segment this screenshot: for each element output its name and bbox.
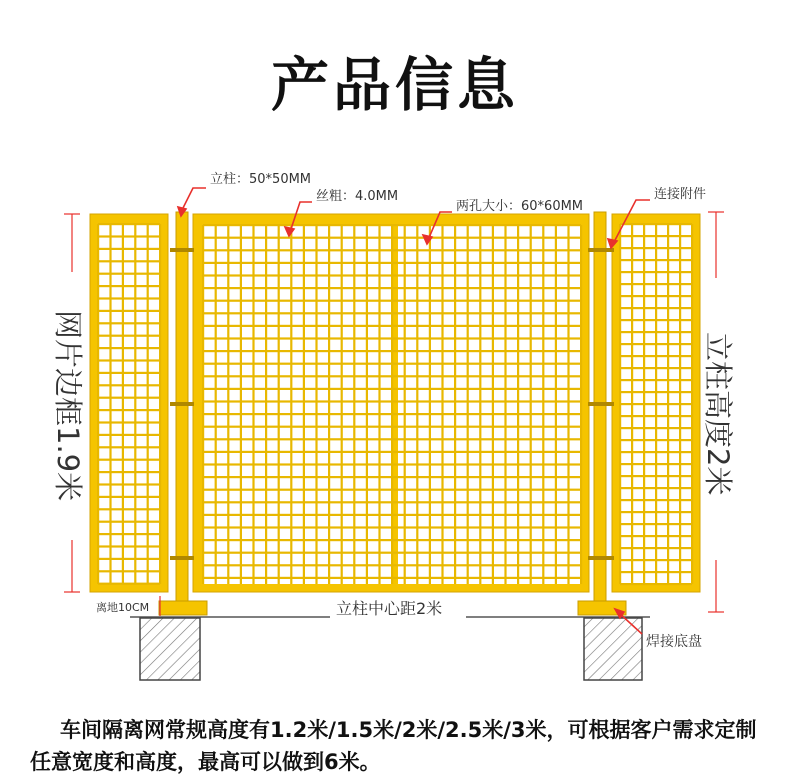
mesh-wire-horizontal xyxy=(98,434,160,436)
mesh-wire-horizontal xyxy=(620,439,692,441)
mesh-wire-horizontal xyxy=(98,285,160,287)
mesh-wire-horizontal xyxy=(620,583,692,585)
mesh-wire-horizontal xyxy=(98,521,160,523)
gate-frame xyxy=(193,214,589,592)
mesh-wire-vertical xyxy=(567,225,569,584)
mesh-wire-horizontal xyxy=(620,487,692,489)
post-spacing-label: 立柱中心距2米 xyxy=(336,599,443,618)
wire-gauge-label: 丝粗：4.0MM xyxy=(316,189,399,204)
mesh-wire-horizontal xyxy=(98,421,160,423)
mesh-wire-vertical xyxy=(542,225,544,584)
mesh-wire-vertical xyxy=(479,225,481,584)
mesh-wire-vertical xyxy=(97,224,99,584)
mesh-wire-horizontal xyxy=(620,511,692,513)
mesh-wire-horizontal xyxy=(620,379,692,381)
mesh-wire-horizontal xyxy=(203,375,581,377)
mesh-wire-horizontal xyxy=(203,287,581,289)
mesh-wire-horizontal xyxy=(98,508,160,510)
mesh-wire-horizontal xyxy=(620,307,692,309)
mesh-wire-horizontal xyxy=(620,523,692,525)
mesh-wire-horizontal xyxy=(203,312,581,314)
left-foundation xyxy=(140,618,200,680)
mesh-wire-horizontal xyxy=(620,223,692,225)
mesh-wire-horizontal xyxy=(98,459,160,461)
mesh-wire-vertical xyxy=(555,225,557,584)
mesh-wire-horizontal xyxy=(98,235,160,237)
mesh-wire-vertical xyxy=(353,225,355,584)
right-mesh-panel xyxy=(612,214,700,592)
post-height-label: 立柱高度2米 xyxy=(701,332,735,496)
mesh-wire-vertical xyxy=(366,225,368,584)
mesh-wire-horizontal xyxy=(98,471,160,473)
mesh-wire-horizontal xyxy=(203,300,581,302)
mesh-wire-horizontal xyxy=(203,526,581,528)
mesh-wire-vertical xyxy=(441,225,443,584)
mesh-wire-horizontal xyxy=(98,483,160,485)
mesh-wire-vertical xyxy=(504,225,506,584)
mesh-wire-vertical xyxy=(315,225,317,584)
mesh-wire-horizontal xyxy=(98,570,160,572)
mesh-wire-vertical xyxy=(109,224,111,584)
ground-gap-label: 离地10CM xyxy=(96,601,150,614)
mesh-wire-horizontal xyxy=(98,409,160,411)
left-mesh-panel xyxy=(90,214,168,592)
mesh-wire-vertical xyxy=(147,224,149,584)
page-title: 产品信息 xyxy=(270,51,519,119)
mesh-wire-horizontal xyxy=(203,249,581,251)
mesh-wire-horizontal xyxy=(98,322,160,324)
mesh-wire-horizontal xyxy=(98,248,160,250)
mesh-wire-vertical xyxy=(492,225,494,584)
mesh-wire-horizontal xyxy=(620,343,692,345)
mesh-wire-horizontal xyxy=(620,547,692,549)
mesh-wire-horizontal xyxy=(98,335,160,337)
mesh-wire-vertical xyxy=(391,225,393,584)
mesh-wire-horizontal xyxy=(620,403,692,405)
mesh-wire-horizontal xyxy=(620,331,692,333)
mesh-wire-horizontal xyxy=(203,489,581,491)
mesh-wire-horizontal xyxy=(203,501,581,503)
mesh-wire-horizontal xyxy=(620,463,692,465)
mesh-wire-horizontal xyxy=(620,475,692,477)
mesh-wire-horizontal xyxy=(98,384,160,386)
mesh-wire-horizontal xyxy=(98,397,160,399)
mesh-wire-vertical xyxy=(580,225,582,584)
mesh-wire-horizontal xyxy=(203,350,581,352)
mesh-wire-horizontal xyxy=(98,372,160,374)
mesh-wire-vertical xyxy=(416,225,418,584)
mesh-wire-horizontal xyxy=(620,319,692,321)
mesh-wire-horizontal xyxy=(620,355,692,357)
mesh-wire-horizontal xyxy=(203,564,581,566)
mesh-wire-horizontal xyxy=(620,415,692,417)
mesh-wire-horizontal xyxy=(203,325,581,327)
mesh-wire-vertical xyxy=(303,225,305,584)
mesh-wire-horizontal xyxy=(203,514,581,516)
mesh-wire-horizontal xyxy=(620,391,692,393)
mesh-wire-vertical xyxy=(341,225,343,584)
mesh-wire-horizontal xyxy=(620,499,692,501)
mesh-wire-vertical xyxy=(252,225,254,584)
mesh-wire-horizontal xyxy=(203,476,581,478)
frame-height-label: 网片边框1.9米 xyxy=(51,310,85,502)
mesh-wire-vertical xyxy=(134,224,136,584)
mesh-wire-horizontal xyxy=(203,363,581,365)
mesh-wire-horizontal xyxy=(620,247,692,249)
mesh-wire-horizontal xyxy=(203,577,581,579)
mesh-wire-vertical xyxy=(202,225,204,584)
mesh-wire-vertical xyxy=(404,225,406,584)
mesh-wire-horizontal xyxy=(98,496,160,498)
mesh-wire-horizontal xyxy=(98,223,160,225)
mesh-wire-horizontal xyxy=(203,237,581,239)
mesh-wire-horizontal xyxy=(98,558,160,560)
mesh-wire-vertical xyxy=(530,225,532,584)
mesh-wire-horizontal xyxy=(203,463,581,465)
mesh-wire-horizontal xyxy=(620,535,692,537)
mesh-wire-horizontal xyxy=(203,438,581,440)
mesh-wire-horizontal xyxy=(98,359,160,361)
mesh-wire-horizontal xyxy=(620,235,692,237)
mesh-wire-horizontal xyxy=(620,451,692,453)
mesh-wire-horizontal xyxy=(620,295,692,297)
post-size-label: 立柱：50*50MM xyxy=(210,172,312,187)
mesh-wire-horizontal xyxy=(98,583,160,585)
mesh-wire-horizontal xyxy=(98,260,160,262)
product-description: 车间隔离网常规高度有1.2米/1.5米/2米/2.5米/3米，可根据客户需求定制任意宽度和高度，最高可以做到6米。 xyxy=(30,718,757,774)
mesh-wire-horizontal xyxy=(203,262,581,264)
mesh-wire-horizontal xyxy=(620,427,692,429)
mesh-wire-horizontal xyxy=(98,297,160,299)
mesh-wire-horizontal xyxy=(98,545,160,547)
mesh-wire-horizontal xyxy=(203,552,581,554)
mesh-wire-vertical xyxy=(240,225,242,584)
right-foundation xyxy=(584,618,642,680)
mesh-wire-vertical xyxy=(265,225,267,584)
mesh-wire-vertical xyxy=(278,225,280,584)
mesh-wire-horizontal xyxy=(203,274,581,276)
mesh-wire-vertical xyxy=(290,225,292,584)
mesh-wire-horizontal xyxy=(203,337,581,339)
mesh-wire-horizontal xyxy=(203,224,581,226)
mesh-wire-vertical xyxy=(467,225,469,584)
mesh-wire-horizontal xyxy=(98,310,160,312)
mesh-wire-horizontal xyxy=(98,533,160,535)
mesh-wire-horizontal xyxy=(203,426,581,428)
mesh-wire-vertical xyxy=(227,225,229,584)
mesh-wire-horizontal xyxy=(203,388,581,390)
mesh-wire-vertical xyxy=(159,224,161,584)
mesh-wire-horizontal xyxy=(203,413,581,415)
mesh-wire-horizontal xyxy=(98,446,160,448)
connector-label: 连接附件 xyxy=(654,187,707,202)
mesh-wire-vertical xyxy=(454,225,456,584)
mesh-wire-vertical xyxy=(517,225,519,584)
mesh-wire-vertical xyxy=(328,225,330,584)
mesh-wire-horizontal xyxy=(203,451,581,453)
mesh-wire-vertical xyxy=(122,224,124,584)
mesh-wire-vertical xyxy=(429,225,431,584)
mesh-wire-horizontal xyxy=(620,367,692,369)
mesh-wire-horizontal xyxy=(620,559,692,561)
welded-base-label: 焊接底盘 xyxy=(646,634,702,650)
mesh-wire-horizontal xyxy=(620,271,692,273)
mesh-wire-horizontal xyxy=(620,259,692,261)
mesh-wire-vertical xyxy=(378,225,380,584)
mesh-wire-horizontal xyxy=(203,400,581,402)
mesh-size-label: 两孔大小：60*60MM xyxy=(456,199,584,214)
mesh-wire-horizontal xyxy=(203,539,581,541)
mesh-wire-vertical xyxy=(215,225,217,584)
mesh-wire-horizontal xyxy=(620,571,692,573)
mesh-wire-horizontal xyxy=(98,273,160,275)
mesh-wire-horizontal xyxy=(98,347,160,349)
mesh-wire-horizontal xyxy=(620,283,692,285)
